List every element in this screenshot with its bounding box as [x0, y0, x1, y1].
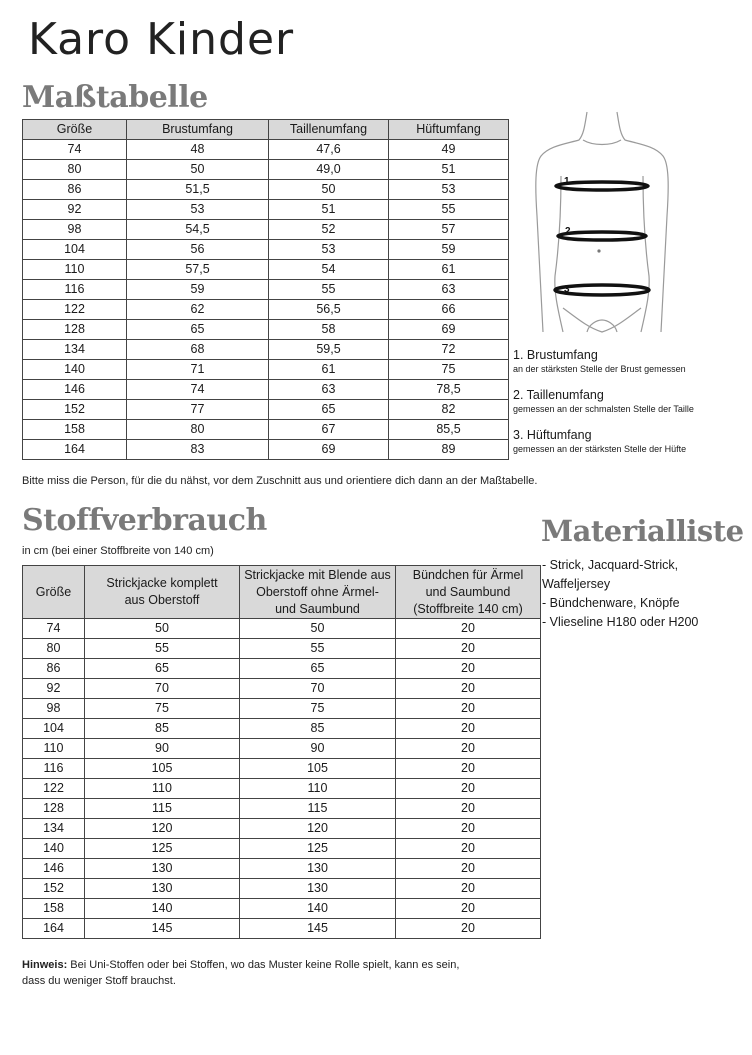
table-row	[23, 220, 509, 240]
table-cell: 164	[23, 440, 127, 460]
table-cell: 51,5	[127, 180, 269, 200]
table-cell: 90	[85, 739, 240, 759]
table-cell: 20	[396, 859, 541, 879]
table-row	[23, 300, 509, 320]
table-cell: 49	[389, 140, 509, 160]
table-cell: 47,6	[269, 140, 389, 160]
hint-label: Hinweis:	[22, 959, 68, 971]
table-cell: 110	[23, 260, 127, 280]
table-cell: 55	[269, 280, 389, 300]
table-cell: 120	[85, 819, 240, 839]
table-cell: 140	[85, 899, 240, 919]
table-row	[23, 280, 509, 300]
header-line: und Saumbund	[425, 584, 511, 599]
table-cell: 20	[396, 759, 541, 779]
table-row	[23, 360, 509, 380]
table-cell: 75	[85, 699, 240, 719]
table-row	[23, 380, 509, 400]
table-cell: 80	[23, 160, 127, 180]
measure-lines	[555, 182, 649, 295]
table-cell: 20	[396, 779, 541, 799]
measure-legend	[513, 348, 743, 468]
legend-name: 2. Taillenumfang	[513, 388, 604, 402]
table-cell: 125	[240, 839, 396, 859]
fabric-table-title: Stoffverbrauch	[22, 503, 267, 538]
table-cell: 105	[240, 759, 396, 779]
table-cell: 75	[389, 360, 509, 380]
table-row	[23, 719, 541, 739]
table-cell: 86	[23, 659, 85, 679]
table-row	[23, 320, 509, 340]
measure-table	[22, 119, 509, 460]
table-row	[23, 779, 541, 799]
table-cell: 20	[396, 639, 541, 659]
table-row	[23, 799, 541, 819]
table-cell: 77	[127, 400, 269, 420]
table-cell: 116	[23, 759, 85, 779]
table-cell: 110	[85, 779, 240, 799]
brand-logo: Karo Kinder	[28, 14, 295, 65]
measure-table-header	[23, 120, 509, 140]
navel-dot	[597, 249, 600, 252]
table-cell: 140	[240, 899, 396, 919]
hint-note	[22, 957, 462, 989]
table-cell: 20	[396, 799, 541, 819]
table-cell: 92	[23, 200, 127, 220]
table-cell: 122	[23, 300, 127, 320]
legend-name: 1. Brustumfang	[513, 348, 598, 362]
hint-text: Bei Uni-Stoffen oder bei Stoffen, wo das Muster keine Rolle spielt, kann es sein, dass du weniger Stoff brauchst.	[22, 959, 460, 987]
table-cell: 50	[85, 619, 240, 639]
table-cell: 55	[389, 200, 509, 220]
column-header: Brustumfang	[127, 120, 269, 140]
legend-desc: gemessen an der schmalsten Stelle der Taille	[513, 404, 694, 414]
table-cell: 104	[23, 240, 127, 260]
header-line: Oberstoff ohne Ärmel-	[256, 584, 379, 599]
table-cell: 145	[240, 919, 396, 939]
table-cell: 90	[240, 739, 396, 759]
header-line: Größe	[35, 584, 72, 599]
table-cell: 53	[389, 180, 509, 200]
measure-note: Bitte miss die Person, für die du nähst, vor dem Zuschnitt aus und orientiere dich dann an der Maßtabelle.	[22, 475, 538, 487]
table-cell: 59	[389, 240, 509, 260]
table-cell: 51	[269, 200, 389, 220]
table-cell: 62	[127, 300, 269, 320]
table-cell: 85	[240, 719, 396, 739]
table-cell: 57	[389, 220, 509, 240]
table-cell: 54	[269, 260, 389, 280]
table-cell: 116	[23, 280, 127, 300]
table-cell: 128	[23, 320, 127, 340]
fabric-table-body	[23, 619, 541, 939]
table-cell: 70	[85, 679, 240, 699]
table-cell: 80	[23, 639, 85, 659]
table-row	[23, 639, 541, 659]
table-cell: 69	[269, 440, 389, 460]
measure-table-body	[23, 140, 509, 460]
table-cell: 145	[85, 919, 240, 939]
table-cell: 152	[23, 400, 127, 420]
table-cell: 20	[396, 679, 541, 699]
body-figure	[527, 106, 677, 338]
table-cell: 54,5	[127, 220, 269, 240]
table-row	[23, 759, 541, 779]
table-cell: 20	[396, 699, 541, 719]
table-row	[23, 420, 509, 440]
table-row	[23, 260, 509, 280]
column-header: Hüftumfang	[389, 120, 509, 140]
table-cell: 122	[23, 779, 85, 799]
table-cell: 78,5	[389, 380, 509, 400]
column-header: Größe	[23, 120, 127, 140]
table-cell: 20	[396, 899, 541, 919]
table-cell: 20	[396, 839, 541, 859]
materials-title: Materialliste	[541, 514, 744, 548]
table-cell: 158	[23, 420, 127, 440]
marker-2: 2	[565, 226, 571, 237]
table-cell: 85,5	[389, 420, 509, 440]
table-cell: 75	[240, 699, 396, 719]
table-cell: 104	[23, 719, 85, 739]
table-cell: 57,5	[127, 260, 269, 280]
table-cell: 120	[240, 819, 396, 839]
table-row	[23, 739, 541, 759]
table-cell: 53	[127, 200, 269, 220]
torso-outline	[536, 112, 668, 332]
table-cell: 20	[396, 659, 541, 679]
table-row	[23, 240, 509, 260]
legend-name: 3. Hüftumfang	[513, 428, 592, 442]
table-row	[23, 619, 541, 639]
table-row	[23, 679, 541, 699]
table-cell: 74	[23, 619, 85, 639]
table-cell: 85	[85, 719, 240, 739]
table-cell: 55	[85, 639, 240, 659]
table-row	[23, 699, 541, 719]
table-cell: 115	[240, 799, 396, 819]
table-row	[23, 180, 509, 200]
table-cell: 115	[85, 799, 240, 819]
table-cell: 125	[85, 839, 240, 859]
header-line: (Stoffbreite 140 cm)	[413, 601, 523, 616]
column-header: Taillenumfang	[269, 120, 389, 140]
table-cell: 50	[240, 619, 396, 639]
column-header	[240, 566, 396, 619]
legend-item-chest	[513, 348, 743, 375]
table-cell: 20	[396, 719, 541, 739]
material-item: - Bündchenware, Knöpfe	[542, 596, 680, 610]
table-cell: 86	[23, 180, 127, 200]
table-cell: 83	[127, 440, 269, 460]
legend-item-waist	[513, 388, 743, 415]
legend-desc: gemessen an der stärksten Stelle der Hüfte	[513, 444, 687, 454]
table-cell: 20	[396, 879, 541, 899]
table-cell: 65	[127, 320, 269, 340]
table-cell: 65	[85, 659, 240, 679]
table-cell: 20	[396, 819, 541, 839]
table-header-row	[23, 120, 509, 140]
table-cell: 134	[23, 819, 85, 839]
table-cell: 92	[23, 679, 85, 699]
table-cell: 74	[127, 380, 269, 400]
fabric-subtitle: in cm (bei einer Stoffbreite von 140 cm)	[22, 545, 214, 557]
table-cell: 61	[269, 360, 389, 380]
table-cell: 140	[23, 360, 127, 380]
table-row	[23, 839, 541, 859]
table-cell: 82	[389, 400, 509, 420]
table-cell: 105	[85, 759, 240, 779]
table-row	[23, 879, 541, 899]
table-cell: 20	[396, 919, 541, 939]
table-cell: 50	[127, 160, 269, 180]
material-item: - Vlieseline H180 oder H200	[542, 615, 699, 629]
column-header	[85, 566, 240, 619]
table-cell: 58	[269, 320, 389, 340]
table-cell: 152	[23, 879, 85, 899]
material-item: - Strick, Jacquard-Strick,	[542, 558, 679, 572]
table-row	[23, 160, 509, 180]
materials-list	[542, 556, 747, 632]
table-row	[23, 440, 509, 460]
legend-item-hip	[513, 428, 743, 455]
table-cell: 63	[389, 280, 509, 300]
table-cell: 164	[23, 919, 85, 939]
table-cell: 61	[389, 260, 509, 280]
table-cell: 52	[269, 220, 389, 240]
table-cell: 98	[23, 699, 85, 719]
table-cell: 48	[127, 140, 269, 160]
table-cell: 59,5	[269, 340, 389, 360]
table-cell: 50	[269, 180, 389, 200]
table-cell: 140	[23, 839, 85, 859]
table-row	[23, 200, 509, 220]
table-cell: 63	[269, 380, 389, 400]
table-row	[23, 340, 509, 360]
table-cell: 68	[127, 340, 269, 360]
table-cell: 67	[269, 420, 389, 440]
table-cell: 49,0	[269, 160, 389, 180]
table-row	[23, 140, 509, 160]
table-cell: 65	[240, 659, 396, 679]
header-line: Strickjacke mit Blende aus	[244, 567, 391, 582]
table-cell: 59	[127, 280, 269, 300]
table-cell: 72	[389, 340, 509, 360]
header-line: Bündchen für Ärmel	[412, 567, 524, 582]
table-cell: 66	[389, 300, 509, 320]
table-row	[23, 919, 541, 939]
header-line: und Saumbund	[275, 601, 360, 616]
table-cell: 110	[23, 739, 85, 759]
table-cell: 98	[23, 220, 127, 240]
table-cell: 80	[127, 420, 269, 440]
table-row	[23, 819, 541, 839]
fabric-table	[22, 565, 541, 939]
table-cell: 56,5	[269, 300, 389, 320]
waist-line	[558, 232, 646, 240]
table-cell: 51	[389, 160, 509, 180]
table-cell: 146	[23, 859, 85, 879]
table-cell: 20	[396, 619, 541, 639]
legend-desc: an der stärksten Stelle der Brust gemessen	[513, 364, 686, 374]
table-cell: 158	[23, 899, 85, 919]
marker-3: 3	[564, 284, 570, 295]
table-cell: 89	[389, 440, 509, 460]
table-cell: 74	[23, 140, 127, 160]
table-cell: 130	[240, 879, 396, 899]
fabric-table-header	[23, 566, 541, 619]
table-row	[23, 859, 541, 879]
table-cell: 53	[269, 240, 389, 260]
table-cell: 69	[389, 320, 509, 340]
table-row	[23, 400, 509, 420]
marker-1: 1	[564, 176, 570, 187]
header-line: Strickjacke komplett	[106, 576, 218, 590]
table-cell: 70	[240, 679, 396, 699]
header-line: aus Oberstoff	[124, 593, 200, 607]
table-cell: 55	[240, 639, 396, 659]
table-cell: 130	[240, 859, 396, 879]
table-cell: 130	[85, 879, 240, 899]
table-cell: 128	[23, 799, 85, 819]
column-header	[396, 566, 541, 619]
column-header	[23, 566, 85, 619]
material-item: Waffeljersey	[542, 577, 611, 591]
chest-line	[556, 182, 648, 190]
table-row	[23, 899, 541, 919]
table-cell: 134	[23, 340, 127, 360]
table-cell: 56	[127, 240, 269, 260]
table-cell: 130	[85, 859, 240, 879]
table-cell: 71	[127, 360, 269, 380]
table-header-row	[23, 566, 541, 619]
table-cell: 146	[23, 380, 127, 400]
measure-table-title: Maßtabelle	[22, 80, 208, 115]
table-cell: 65	[269, 400, 389, 420]
table-row	[23, 659, 541, 679]
table-cell: 110	[240, 779, 396, 799]
table-cell: 20	[396, 739, 541, 759]
